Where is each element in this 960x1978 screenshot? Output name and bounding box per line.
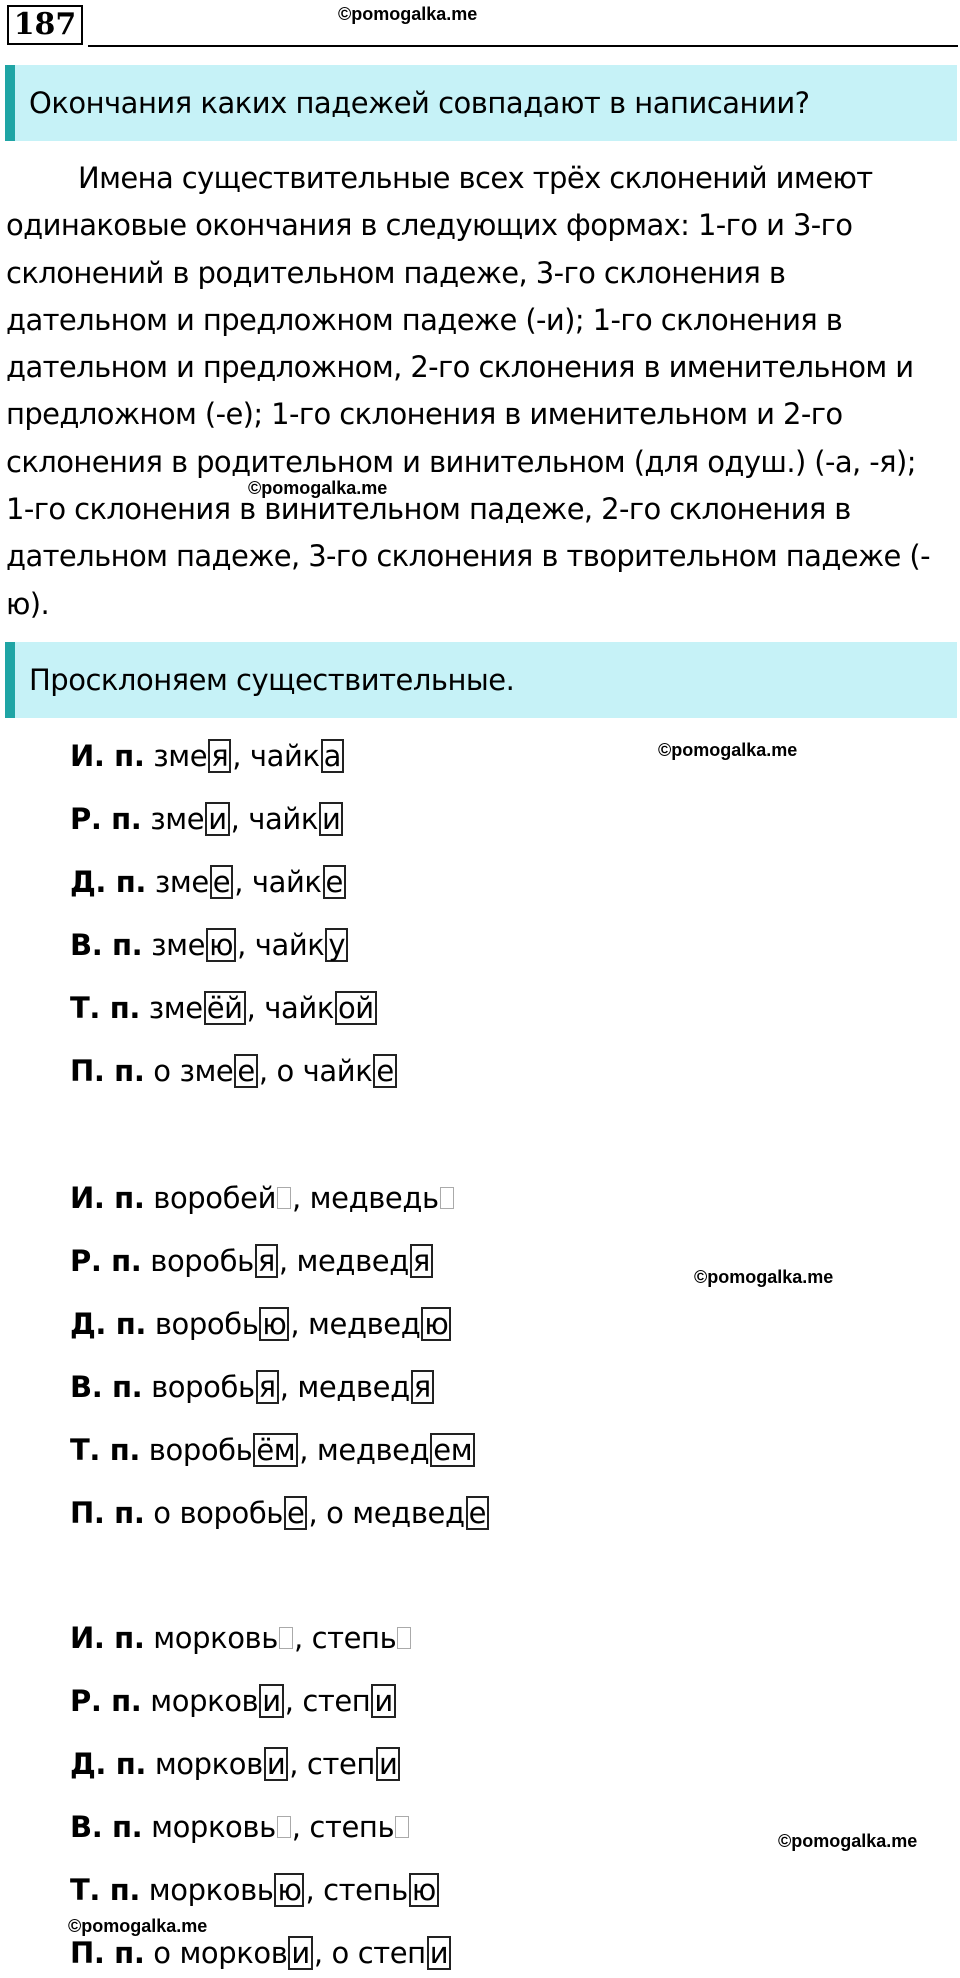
word-ending: я xyxy=(256,1370,279,1404)
word-ending xyxy=(277,1816,291,1838)
word-separator: , xyxy=(289,1747,307,1781)
word-ending: и xyxy=(259,1684,283,1718)
case-label: Д. п. xyxy=(70,1307,146,1341)
word-stem: морков xyxy=(179,1936,288,1970)
word-prefix: о xyxy=(153,1936,180,1970)
task2-heading: Просклоняем существительные. xyxy=(29,663,515,697)
word-separator: , xyxy=(258,1054,277,1088)
case-label: И. п. xyxy=(70,1181,145,1215)
case-label: Т. п. xyxy=(70,991,140,1025)
word-stem: медвед xyxy=(352,1496,465,1530)
word-ending: е xyxy=(234,1054,257,1088)
declension-row xyxy=(70,988,378,1028)
watermark: ©pomogalka.me xyxy=(248,478,388,498)
word-ending: и xyxy=(264,1747,288,1781)
word-stem: зме xyxy=(179,1054,234,1088)
task2-banner xyxy=(5,642,957,718)
word-stem: степ xyxy=(302,1684,371,1718)
watermark: ©pomogalka.me xyxy=(694,1267,834,1287)
word-prefix: о xyxy=(153,1496,180,1530)
word-stem: морковь xyxy=(153,1621,278,1655)
declension-row xyxy=(70,1870,440,1910)
case-label: В. п. xyxy=(70,928,143,962)
case-label: В. п. xyxy=(70,1370,143,1404)
word-stem: медвед xyxy=(296,1244,409,1278)
word-ending: ю xyxy=(421,1307,451,1341)
case-label: Р. п. xyxy=(70,1244,142,1278)
case-label: Д. п. xyxy=(70,1747,146,1781)
word-separator: , xyxy=(292,1181,310,1215)
word-stem: степь xyxy=(311,1621,397,1655)
word-ending: ём xyxy=(253,1433,298,1467)
word-separator: , xyxy=(290,1307,309,1341)
word-ending: и xyxy=(205,802,229,836)
word-ending: ю xyxy=(274,1873,304,1907)
word-stem: зме xyxy=(150,802,205,836)
word-ending: а xyxy=(321,739,344,773)
word-separator: , xyxy=(308,1496,327,1530)
case-label: Р. п. xyxy=(70,802,142,836)
word-separator: , xyxy=(230,802,249,836)
declension-row xyxy=(70,1304,452,1344)
word-ending: и xyxy=(288,1936,312,1970)
word-ending: е xyxy=(373,1054,396,1088)
question-text: Окончания каких падежей совпадают в написании? xyxy=(29,86,810,120)
word-stem: степь xyxy=(323,1873,408,1907)
word-ending: ёй xyxy=(204,991,246,1025)
declension-row xyxy=(70,862,347,902)
case-label: П. п. xyxy=(70,1936,145,1970)
case-label: Р. п. xyxy=(70,1684,142,1718)
word-ending: е xyxy=(466,1496,489,1530)
declension-row xyxy=(70,799,344,839)
word-ending: и xyxy=(319,802,343,836)
word-ending xyxy=(279,1627,293,1649)
watermark: ©pomogalka.me xyxy=(68,1916,208,1936)
word-ending: ой xyxy=(335,991,377,1025)
question-banner xyxy=(5,65,957,141)
word-ending: я xyxy=(411,1370,434,1404)
word-ending: у xyxy=(325,928,348,962)
word-stem: медвед xyxy=(297,1370,410,1404)
word-ending: ю xyxy=(206,928,236,962)
word-stem: воробь xyxy=(148,1433,253,1467)
word-ending xyxy=(397,1627,411,1649)
word-ending: я xyxy=(410,1244,433,1278)
word-stem: чайк xyxy=(302,1054,373,1088)
word-stem: медвед xyxy=(308,1307,421,1341)
word-stem: воробь xyxy=(150,1244,254,1278)
word-separator: , xyxy=(313,1936,332,1970)
case-label: П. п. xyxy=(70,1496,145,1530)
word-stem: зме xyxy=(151,928,206,962)
word-separator: , xyxy=(278,1244,297,1278)
word-stem: чайк xyxy=(254,928,325,962)
word-stem: медвед xyxy=(316,1433,430,1467)
declension-row xyxy=(70,1241,434,1281)
word-prefix: о xyxy=(326,1496,353,1530)
declension-row xyxy=(70,1933,452,1973)
word-ending: ю xyxy=(259,1307,289,1341)
word-stem: морков xyxy=(150,1684,259,1718)
word-separator: , xyxy=(291,1810,310,1844)
declension-row xyxy=(70,1430,476,1470)
word-ending: е xyxy=(210,865,233,899)
word-stem: морков xyxy=(154,1747,263,1781)
declension-row xyxy=(70,1051,398,1091)
declension-row xyxy=(70,1178,455,1218)
word-separator: , xyxy=(279,1370,298,1404)
word-stem: воробь xyxy=(179,1496,283,1530)
word-ending xyxy=(277,1187,291,1209)
declension-row xyxy=(70,1618,412,1658)
word-separator: , xyxy=(293,1621,312,1655)
word-ending: я xyxy=(208,739,231,773)
word-ending: ем xyxy=(430,1433,475,1467)
word-ending: и xyxy=(371,1684,395,1718)
declension-row xyxy=(70,1367,435,1407)
word-stem: чайк xyxy=(264,991,334,1025)
watermark: ©pomogalka.me xyxy=(778,1831,918,1851)
word-stem: зме xyxy=(154,865,209,899)
word-stem: чайк xyxy=(251,865,322,899)
word-ending: и xyxy=(376,1747,400,1781)
declension-row xyxy=(70,1493,490,1533)
word-stem: воробь xyxy=(151,1370,255,1404)
word-stem: воробь xyxy=(154,1307,259,1341)
word-prefix: о xyxy=(276,1054,303,1088)
answer-paragraph: Имена существительные всех трёх склонений имеют одинаковые окончания в следующих формах: 1-го и 3-го склонений в родительном падеже, 3-го склонения в дательном и предложном падеже (-и); 1-го склонения в дательном и предложном, 2-го склонения в именительном и предложном (-е); 1-го склонения в именительном и 2-го склонения в родительном и винительном (для одуш.) (-а, -я); 1-го склонения в винительном падеже, 2-го склонения в дательном падеже, 3-го склонения в творительном падеже (-ю). xyxy=(6,161,930,621)
watermark: ©pomogalka.me xyxy=(338,4,478,24)
case-label: В. п. xyxy=(70,1810,143,1844)
word-prefix: о xyxy=(153,1054,180,1088)
word-stem: степ xyxy=(306,1747,375,1781)
word-stem: зме xyxy=(153,739,208,773)
word-ending: ю xyxy=(409,1873,439,1907)
case-label: Т. п. xyxy=(70,1873,140,1907)
declension-row xyxy=(70,1807,410,1847)
declension-row xyxy=(70,736,345,776)
case-label: И. п. xyxy=(70,739,145,773)
task-number: 187 xyxy=(7,5,83,45)
declension-row xyxy=(70,1681,397,1721)
word-separator: , xyxy=(246,991,265,1025)
case-label: Д. п. xyxy=(70,865,146,899)
word-stem: чайк xyxy=(248,802,318,836)
word-stem: морковь xyxy=(151,1810,276,1844)
word-stem: степ xyxy=(357,1936,426,1970)
word-ending: е xyxy=(284,1496,307,1530)
word-stem: чайк xyxy=(249,739,320,773)
case-label: Т. п. xyxy=(70,1433,140,1467)
word-stem: степь xyxy=(309,1810,395,1844)
declension-row xyxy=(70,1744,401,1784)
word-stem: воробей xyxy=(153,1181,277,1215)
declension-row xyxy=(70,925,349,965)
word-separator: , xyxy=(284,1684,303,1718)
word-separator: , xyxy=(237,928,255,962)
word-separator: , xyxy=(305,1873,324,1907)
word-stem: медведь xyxy=(309,1181,439,1215)
word-separator: , xyxy=(234,865,252,899)
watermark: ©pomogalka.me xyxy=(658,740,798,760)
word-stem: морковь xyxy=(148,1873,274,1907)
word-stem: зме xyxy=(148,991,203,1025)
case-label: И. п. xyxy=(70,1621,145,1655)
word-prefix: о xyxy=(331,1936,358,1970)
word-ending: и xyxy=(427,1936,451,1970)
header-rule xyxy=(88,45,958,47)
word-ending: е xyxy=(323,865,346,899)
word-ending: я xyxy=(255,1244,278,1278)
word-ending xyxy=(440,1187,454,1209)
word-ending xyxy=(395,1816,409,1838)
case-label: П. п. xyxy=(70,1054,145,1088)
word-separator: , xyxy=(299,1433,317,1467)
word-separator: , xyxy=(232,739,250,773)
